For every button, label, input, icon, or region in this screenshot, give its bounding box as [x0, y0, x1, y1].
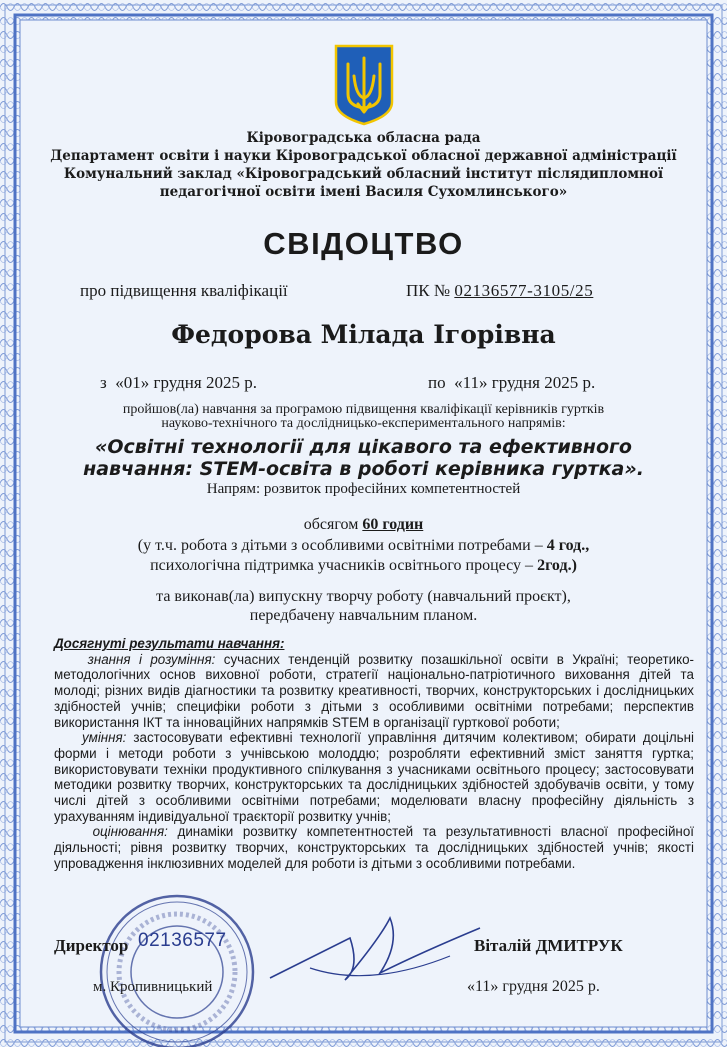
date-from	[100, 373, 257, 393]
direction: Напрям: розвиток професійних компетентностей	[206, 481, 521, 497]
director-label: Директор	[54, 936, 129, 955]
coat-of-arms-of-ukraine-icon	[334, 44, 394, 126]
issuer-council: Кіровоградська обласна рада	[246, 130, 481, 146]
handwritten-signature	[250, 898, 490, 998]
issue-date: «11» грудня 2025 р.	[467, 978, 600, 995]
volume	[0, 516, 727, 534]
issuer-institute-line2: педагогічної освіти імені Василя Сухомлинського»	[159, 184, 568, 200]
date-from-value: «01» грудня 2025 р.	[115, 373, 257, 392]
inclusion-line1-value: 4 год.,	[546, 537, 590, 554]
skills-label: уміння:	[81, 730, 127, 746]
knowledge-text: сучасних тенденцій розвитку позашкільної освіти в Україні; теоретико-методологічних основ виховної роботи, стратегії національно-патріотичного виховання дітей та молоді; різних видів діагностики та розвитку креативності, творчих, конструкторських і дослідницьких здібностей учнів; специфіки роботи з дітьми з особливими освітніми потребами; перспектив використання ІКТ та інноваційних напрямків STEM в організації гурткової роботи;	[54, 651, 694, 730]
number-value: 02136577-3105/25	[454, 281, 594, 300]
knowledge-label: знання і розуміння:	[87, 651, 216, 667]
program-title-line2: навчання: STEM-освіта в роботі керівника гуртка».	[83, 458, 644, 480]
date-to	[428, 373, 595, 393]
document-title: СВІДОЦТВО	[263, 226, 464, 261]
inclusion-line2-text: психологічна підтримка учасників освітнього процесу –	[150, 557, 534, 574]
skills-text: застосовувати ефективні технології управління дитячим колективом; обирати доцільні форми і методи роботи з учнівською молоддю; розробляти ефективний зміст заняття гуртка; використовувати техніки продуктивного спілкування з учасниками освітнього процесу; застосовувати методики розвитку творчих, конструкторських та дослідницьких здібностей здобувачів освіти, у тому числі дітей з особливими освітніми потребами; моделювати власну професійну діяльність з урахуванням індивідуальної траєкторії розвитку учнів;	[54, 730, 694, 824]
issue-city: м. Кропивницький	[93, 979, 213, 995]
certificate-number	[406, 281, 593, 301]
eval-label: оцінювання:	[92, 824, 168, 840]
stamp-code: 02136577	[138, 930, 227, 951]
date-from-prefix: з	[100, 373, 107, 392]
eval-text: динаміки розвитку компетентностей та результативності власної професійної діяльності; рівня розвитку творчих, конструкторських та дослідницьких здібностей учнів; якості упровадження інклюзивних моделей для роботи із дітьми з особливими потребами.	[54, 824, 694, 871]
volume-value: 60 годин	[362, 516, 424, 533]
director-name: Віталій ДМИТРУК	[474, 936, 623, 955]
recipient-name: Федорова Мілада Ігорівна	[171, 320, 556, 349]
inclusion-line1-text: (у т.ч. робота з дітьми з особливими освітніми потребами –	[137, 537, 543, 554]
issuer-department: Департамент освіти і науки Кіровоградської обласної державної адміністрації	[50, 148, 677, 164]
completed-line2: передбачену навчальним планом.	[249, 607, 478, 624]
inclusion-line1	[0, 537, 727, 555]
results-knowledge	[54, 652, 694, 731]
inclusion-line2-value: 2год.)	[537, 557, 577, 574]
completed-line1: та виконав(ла) випускну творчу роботу (навчальний проєкт),	[156, 588, 571, 605]
certificate-subtitle: про підвищення кваліфікації	[80, 281, 288, 300]
learning-results	[54, 636, 694, 872]
results-evaluation	[54, 824, 694, 871]
program-intro-line1: пройшов(ла) навчання за програмою підвищення кваліфікації керівників гуртків	[122, 402, 605, 417]
issuer-institute-line1: Комунальний заклад «Кіровоградський обласний інститут післядипломної	[63, 166, 664, 182]
results-heading: Досягнуті результати навчання:	[54, 636, 285, 651]
program-title-line1: «Освітні технології для цікавого та ефективного	[95, 436, 632, 458]
volume-prefix: обсягом	[303, 516, 359, 533]
number-label: ПК №	[406, 281, 451, 300]
date-to-prefix: по	[428, 373, 446, 392]
results-skills	[54, 730, 694, 824]
round-seal-stamp	[98, 893, 256, 1047]
inclusion-line2	[0, 557, 727, 575]
program-intro-line2: науково-технічного та дослідницько-експериментального напрямів:	[161, 416, 566, 431]
date-to-value: «11» грудня 2025 р.	[454, 373, 596, 392]
